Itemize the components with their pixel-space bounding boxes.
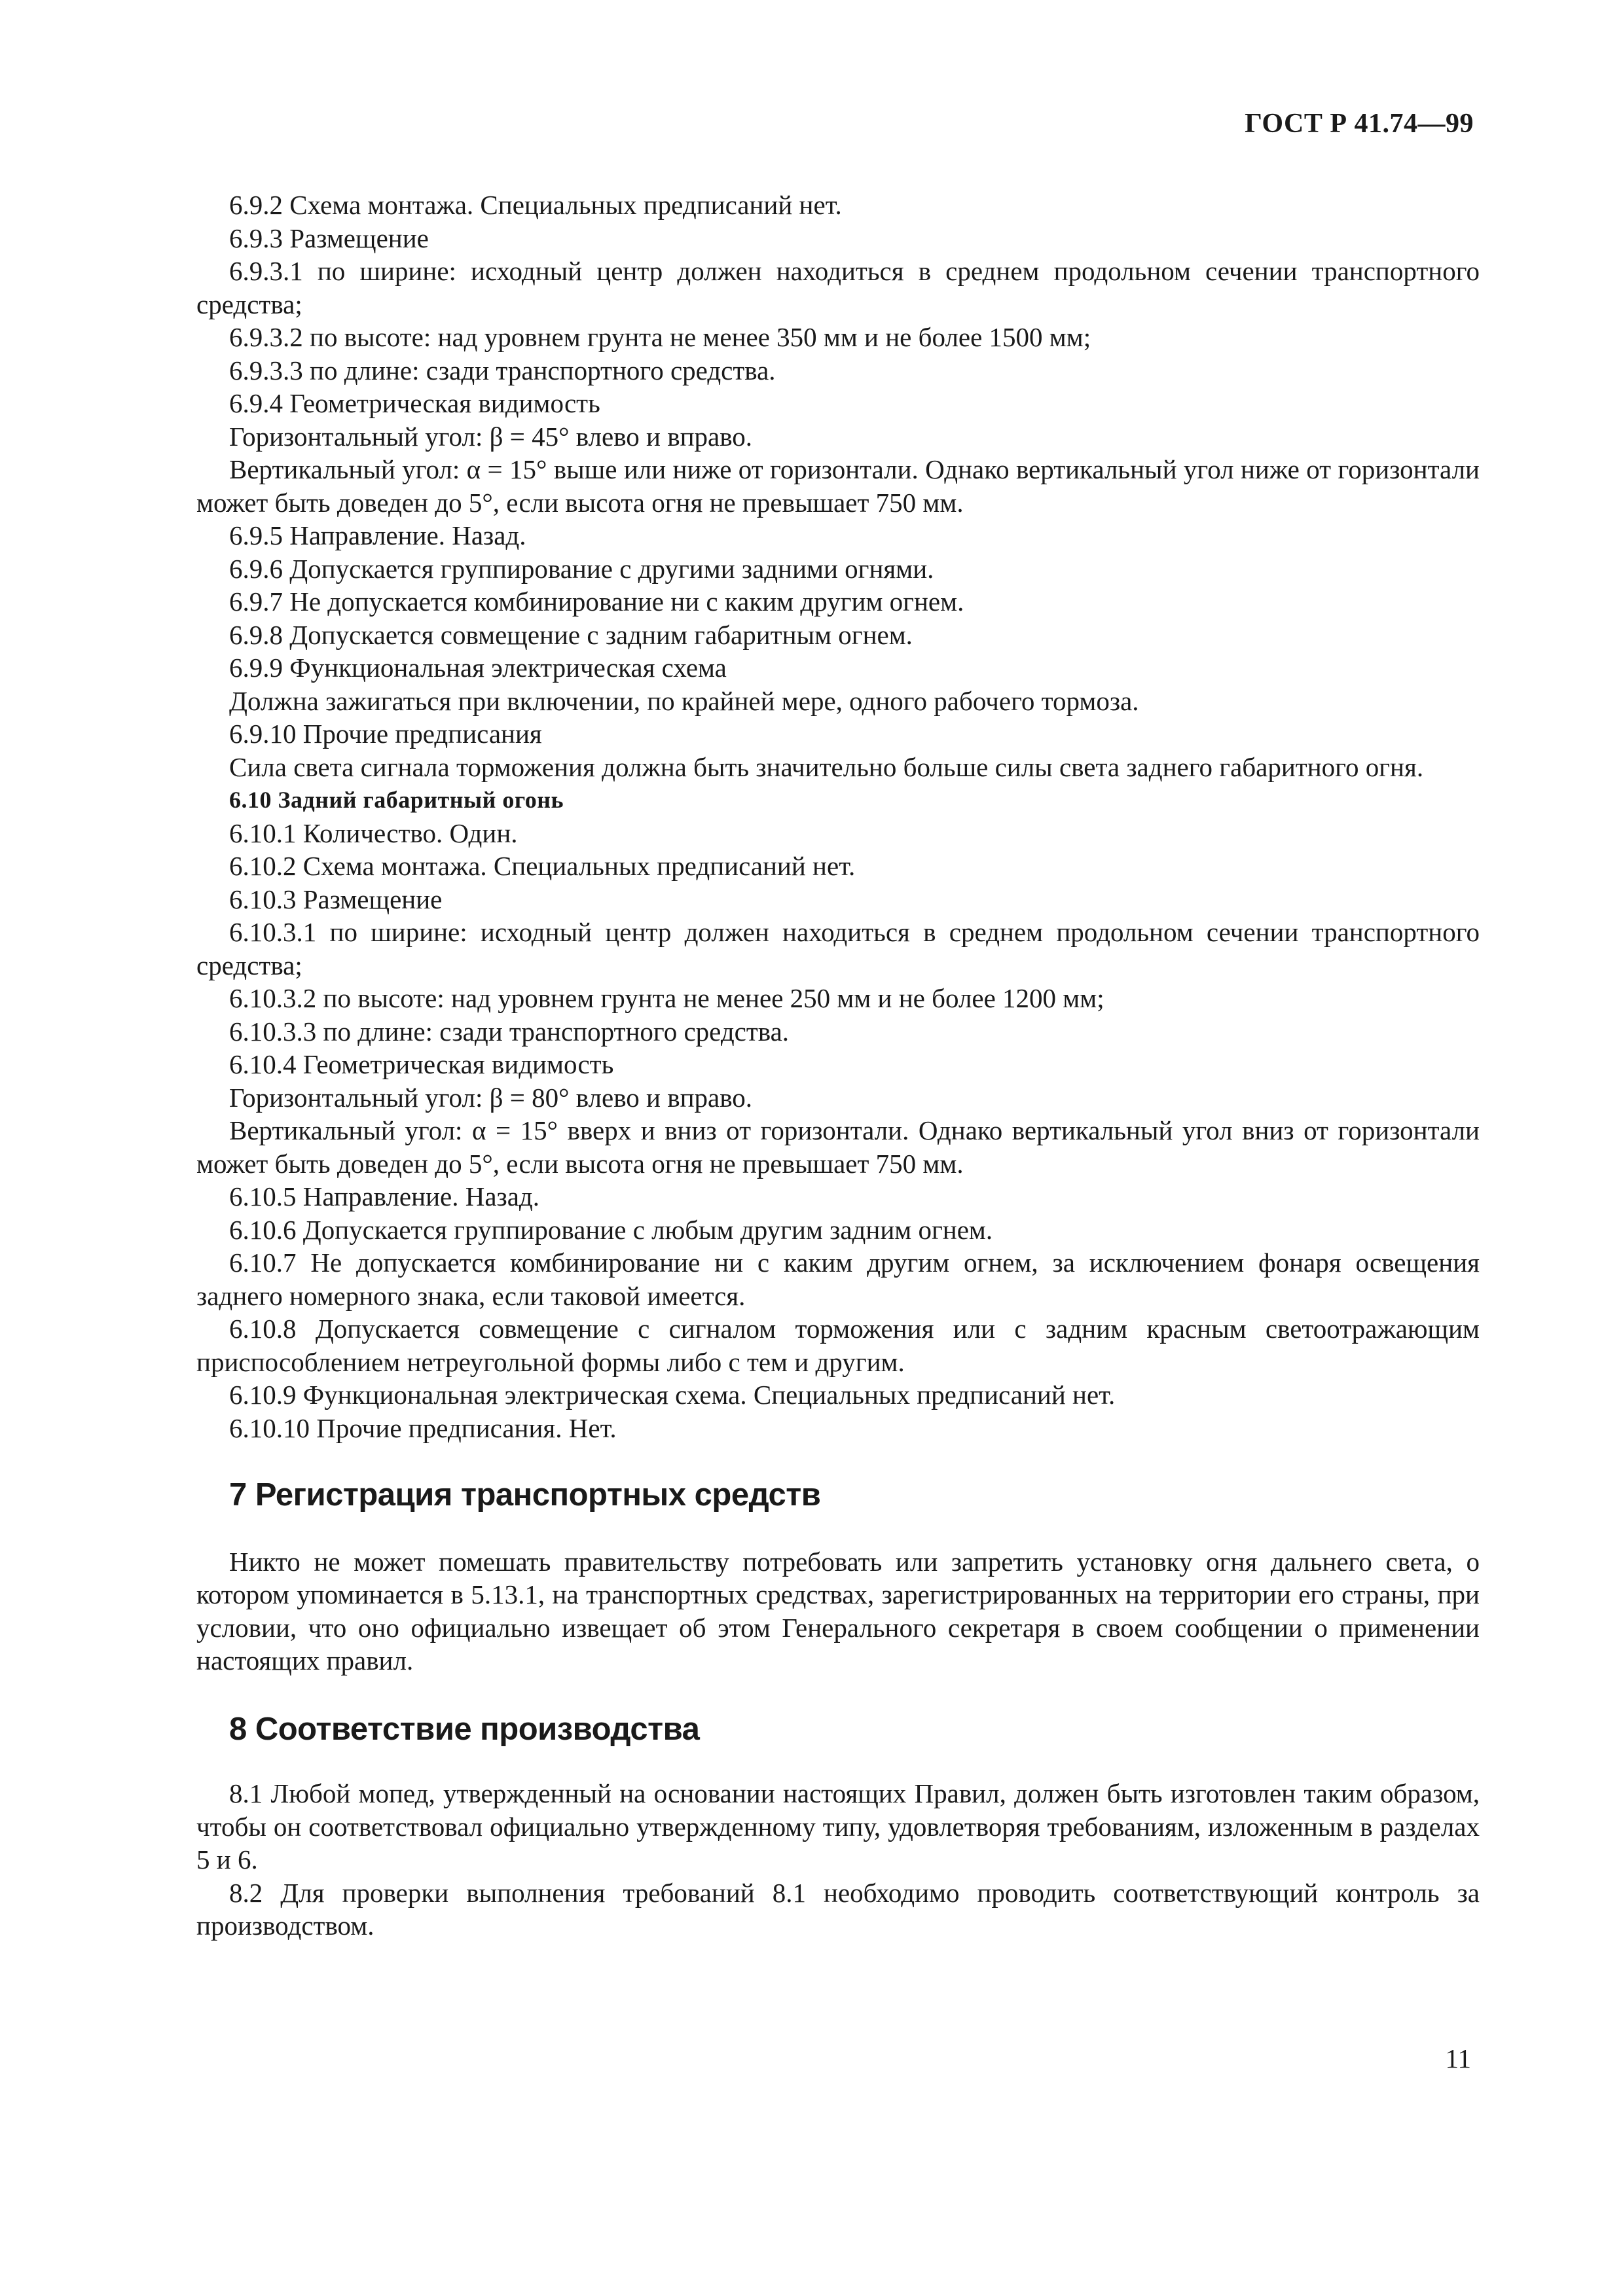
paragraph-6-10-3: 6.10.3 Размещение (229, 884, 443, 914)
paragraph-brake-intensity: Сила света сигнала торможения должна быть значительно больше силы света заднего габаритного огня. (229, 751, 1424, 782)
paragraph-6-9-8: 6.9.8 Допускается совмещение с задним габаритным огнем. (229, 619, 913, 650)
paragraph-6-10-8: 6.10.8 Допускается совмещение с сигналом торможения или с задним красным светоотражающим приспособлением нетреугольной формы либо с тем и другим. (196, 1314, 1480, 1377)
paragraph-6-9-7: 6.9.7 Не допускается комбинирование ни с каким другим огнем. (229, 586, 964, 617)
section-7-heading: 7 Регистрация транспортных средств (229, 1477, 821, 1513)
subsection-6-10-title (196, 783, 1480, 817)
paragraph-6-9-3-2: 6.9.3.2 по высоте: над уровнем грунта не менее 350 мм и не более 1500 мм; (229, 322, 1091, 352)
subsection-6-10-number: 6.10 (229, 787, 272, 813)
paragraph-6-9-10: 6.9.10 Прочие предписания (229, 719, 542, 749)
paragraph-brake-activation: Должна зажигаться при включении, по крайней мере, одного рабочего тормоза. (229, 685, 1139, 716)
paragraph-6-10-3-3: 6.10.3.3 по длине: сзади транспортного средства. (229, 1016, 790, 1047)
section-8-heading: 8 Соответствие производства (229, 1711, 700, 1747)
paragraph-6-10-3-1: 6.10.3.1 по ширине: исходный центр должен находиться в среднем продольном сечении транспортного средства; (196, 917, 1480, 980)
page-number: 11 (1445, 2043, 1471, 2073)
paragraph-6-9-3-3: 6.9.3.3 по длине: сзади транспортного средства. (229, 355, 776, 386)
paragraph-horizontal-angle-6-10: Горизонтальный угол: β = 80° влево и вправо. (229, 1082, 753, 1113)
paragraph-6-9-3-1: 6.9.3.1 по ширине: исходный центр должен находиться в среднем продольном сечении транспортного средства; (196, 256, 1480, 319)
paragraph-6-10-1: 6.10.1 Количество. Один. (229, 817, 518, 848)
document-code-header: ГОСТ Р 41.74—99 (1245, 109, 1474, 139)
paragraph-6-10-7: 6.10.7 Не допускается комбинирование ни с каким другим огнем, за исключением фонаря освещения заднего номерного знака, если таковой имеется. (196, 1247, 1480, 1311)
paragraph-vertical-angle-6-10: Вертикальный угол: α = 15° вверх и вниз от горизонтали. Однако вертикальный угол вниз от горизонтали может быть доведен до 5°, если высота огня не превышает 750 мм. (196, 1115, 1480, 1179)
paragraph-6-9-3: 6.9.3 Размещение (229, 223, 429, 253)
paragraph-6-9-9: 6.9.9 Функциональная электрическая схема (229, 653, 727, 683)
paragraph-vertical-angle-6-9: Вертикальный угол: α = 15° выше или ниже от горизонтали. Однако вертикальный угол ниже от горизонтали может быть доведен до 5°, если высота огня не превышает 750 мм. (196, 454, 1480, 518)
page-content (196, 188, 1480, 1943)
paragraph-6-9-6: 6.9.6 Допускается группирование с другими задними огнями. (229, 553, 934, 584)
paragraph-horizontal-angle-6-9: Горизонтальный угол: β = 45° влево и вправо. (229, 421, 753, 452)
paragraph-6-10-5: 6.10.5 Направление. Назад. (229, 1181, 540, 1211)
paragraph-6-9-5: 6.9.5 Направление. Назад. (229, 520, 526, 550)
paragraph-6-10-3-2: 6.10.3.2 по высоте: над уровнем грунта не менее 250 мм и не более 1200 мм; (229, 983, 1104, 1013)
paragraph-6-10-4: 6.10.4 Геометрическая видимость (229, 1049, 614, 1079)
paragraph-6-10-2: 6.10.2 Схема монтажа. Специальных предписаний нет. (229, 851, 856, 881)
paragraph-6-9-2: 6.9.2 Схема монтажа. Специальных предписаний нет. (229, 190, 842, 220)
paragraph-6-9-4: 6.9.4 Геометрическая видимость (229, 388, 600, 418)
paragraph-6-10-6: 6.10.6 Допускается группирование с любым другим задним огнем. (229, 1214, 993, 1245)
paragraph-8-1: 8.1 Любой мопед, утвержденный на основании настоящих Правил, должен быть изготовлен таким образом, чтобы он соответствовал официально утвержденному типу, удовлетворяя требованиям, изложенным в разделах 5 и 6. (196, 1778, 1480, 1874)
subsection-6-10-label: Задний габаритный огонь (278, 787, 564, 813)
paragraph-6-10-9: 6.10.9 Функциональная электрическая схема. Специальных предписаний нет. (229, 1380, 1116, 1410)
section-7-paragraph: Никто не может помешать правительству потребовать или запретить установку огня дальнего света, о котором упоминается в 5.13.1, на транспортных средствах, зарегистрированных на территории его страны, при условии, что оно официально извещает об этом Генерального секретаря в своем сообщении о применении настоящих правил. (196, 1546, 1480, 1676)
paragraph-6-10-10: 6.10.10 Прочие предписания. Нет. (229, 1412, 617, 1443)
paragraph-8-2: 8.2 Для проверки выполнения требований 8.1 необходимо проводить соответствующий контроль за производством. (196, 1877, 1480, 1941)
